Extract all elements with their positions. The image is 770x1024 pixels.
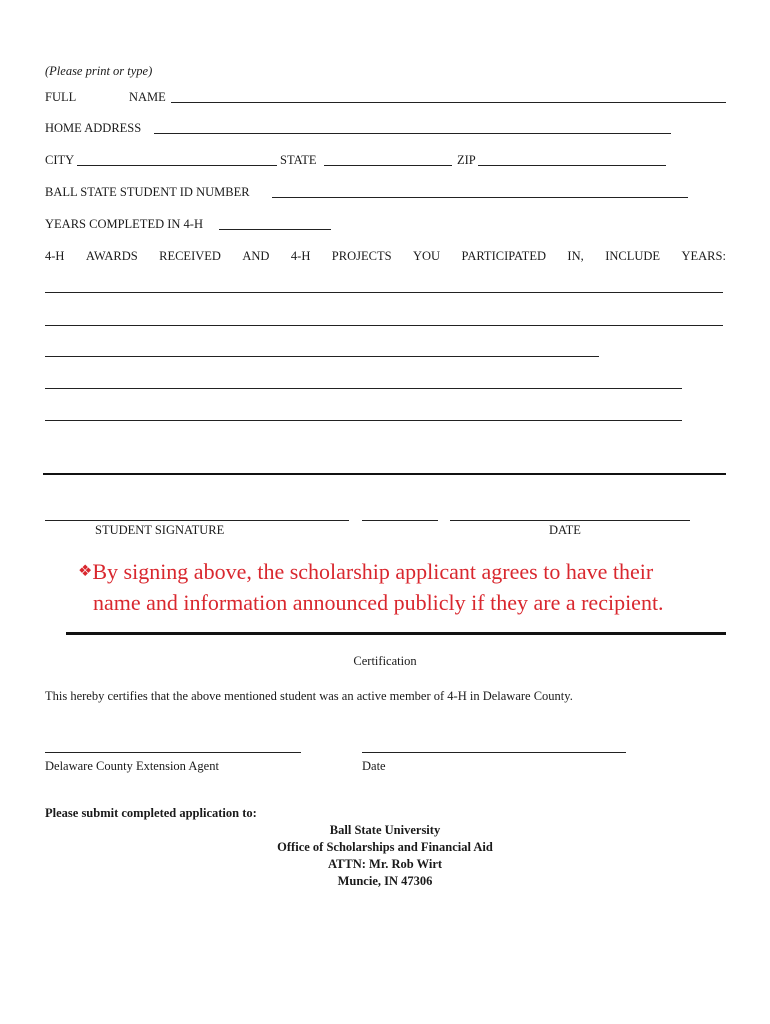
state-field[interactable]: [324, 165, 452, 166]
home-address-label: HOME ADDRESS: [45, 121, 142, 135]
awards-word: PARTICIPATED: [461, 249, 546, 263]
student-signature-label: STUDENT SIGNATURE: [95, 523, 225, 537]
awards-word: 4-H: [290, 249, 311, 263]
signature-date-field[interactable]: [450, 520, 690, 521]
address-line: Ball State University: [329, 823, 441, 837]
awards-word: YEARS:: [681, 249, 726, 263]
notice-divider: [66, 632, 726, 635]
address-line: Muncie, IN 47306: [337, 874, 433, 888]
full-label: FULL: [45, 90, 77, 104]
awards-line-2[interactable]: [45, 325, 723, 326]
agent-date-label: Date: [362, 759, 386, 773]
awards-word: INCLUDE: [605, 249, 661, 263]
student-id-field[interactable]: [272, 197, 688, 198]
awards-word: RECEIVED: [159, 249, 221, 263]
date-label: DATE: [549, 523, 581, 537]
city-label: CITY: [45, 153, 75, 167]
diamond-bullet-icon: ❖: [78, 563, 93, 580]
signature-extra-field[interactable]: [362, 520, 438, 521]
city-field[interactable]: [77, 165, 277, 166]
awards-word: 4-H: [45, 249, 65, 263]
agent-date-field[interactable]: [362, 752, 626, 753]
awards-line-1[interactable]: [45, 292, 723, 293]
certification-heading: Certification: [353, 654, 417, 668]
student-id-label: BALL STATE STUDENT ID NUMBER: [45, 185, 250, 199]
notice-line-2: name and information announced publicly if they are a recipient.: [93, 590, 664, 615]
zip-field[interactable]: [478, 165, 666, 166]
home-address-field[interactable]: [154, 133, 671, 134]
awards-line-3[interactable]: [45, 356, 599, 357]
section-divider: [43, 473, 726, 475]
awards-prompt: [45, 249, 726, 264]
extension-agent-signature-field[interactable]: [45, 752, 301, 753]
notice-line-1: By signing above, the scholarship applicant agrees to have their: [92, 559, 654, 584]
awards-word: AWARDS: [85, 249, 138, 263]
certification-statement: This hereby certifies that the above mentioned student was an active member of 4-H in Delaware County.: [45, 689, 573, 703]
full-name-field[interactable]: [171, 102, 726, 103]
student-signature-field[interactable]: [45, 520, 349, 521]
name-label: NAME: [129, 90, 166, 104]
awards-word: AND: [242, 249, 270, 263]
submit-intro: Please submit completed application to:: [45, 806, 257, 820]
awards-word: PROJECTS: [331, 249, 392, 263]
awards-word: IN,: [567, 249, 584, 263]
publicity-notice: [78, 556, 653, 590]
address-line: Office of Scholarships and Financial Aid: [277, 840, 493, 854]
zip-label: ZIP: [457, 153, 476, 167]
years-completed-label: YEARS COMPLETED IN 4-H: [45, 217, 203, 231]
awards-line-5[interactable]: [45, 420, 682, 421]
form-instruction: (Please print or type): [45, 64, 153, 78]
extension-agent-label: Delaware County Extension Agent: [45, 759, 219, 773]
state-label: STATE: [280, 153, 317, 167]
awards-line-4[interactable]: [45, 388, 682, 389]
awards-word: YOU: [412, 249, 441, 263]
address-line: ATTN: Mr. Rob Wirt: [327, 857, 443, 871]
years-completed-field[interactable]: [219, 229, 331, 230]
